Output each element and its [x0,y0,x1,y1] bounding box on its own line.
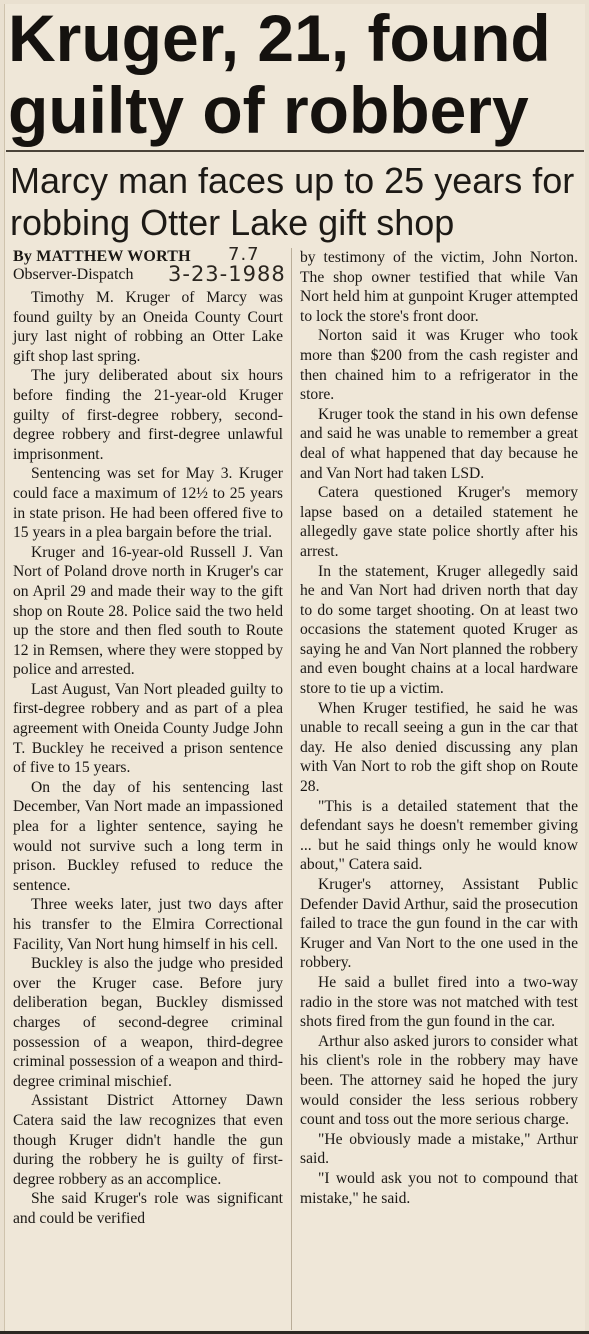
handwritten-date: 3-23-1988 [168,262,286,286]
paragraph: Norton said it was Kruger who took more than $200 from the cash register and then chained him to a refrigerator in the store. [300,327,578,404]
paragraph: On the day of his sentencing last December, Van Nort made an impassioned plea for a lighter sentence, saying he would not survive such a long term in prison. Buckley refused to reduce the sentence. [13,778,283,894]
paragraph: "This is a detailed statement that the defendant says he doesn't remember giving ... but he said things only he would know about," Catera said. [300,797,578,874]
paragraph: Buckley is also the judge who presided over the Kruger case. Before jury deliberation began, Buckley dismissed charges of second-degree criminal possession of a weapon, third-degree criminal possession of a weapon and third-degree criminal mischief. [13,955,283,1090]
article-column-right [300,248,578,1208]
paragraph: The jury deliberated about six hours before finding the 21-year-old Kruger guilty of first-degree robbery, second-degree robbery and first-degree unlawful imprisonment. [13,367,283,463]
paragraph: Catera questioned Kruger's memory lapse based on a detailed statement he allegedly gave state police shortly after his arrest. [300,484,578,560]
paragraph: In the statement, Kruger allegedly said he and Van Nort had driven north that day to do some target shooting. On at least two occasions the statement quoted Kruger as saying he and Van Nort planned the robbery and even bought chains at a local hardware store to tie up a victim. [300,562,578,698]
paragraph: Kruger took the stand in his own defense and said he was unable to remember a great deal of what happened that day because he and Van Nort had taken LSD. [300,405,578,482]
paragraph: Kruger's attorney, Assistant Public Defender David Arthur, said the prosecution failed to trace the gun found in the car with Kruger and Van Nort to the one used in the robbery. [300,876,578,972]
paragraph: Last August, Van Nort pleaded guilty to first-degree robbery and as part of a plea agreement with Oneida County Judge John T. Buckley he received a prison sentence of five to 15 years. [13,680,283,777]
paragraph: Timothy M. Kruger of Marcy was found guilty by an Oneida County Court jury last night of robbing an Otter Lake gift shop last spring. [13,289,283,365]
paragraph: When Kruger testified, he said he was unable to recall seeing a gun in the car that day. He also denied discussing any plan with Van Nort to rob the gift shop on Route 28. [300,699,578,796]
column-divider [291,248,292,1330]
subheadline: Marcy man faces up to 25 years for robbing Otter Lake gift shop [10,160,575,243]
headline-rule [6,150,584,152]
paragraph: Kruger and 16-year-old Russell J. Van Nort of Poland drove north in Kruger's car on April 29 and made their way to the gift shop on Route 28. Police said the two held up the store and then fled south to Route 12 in Remsen, where they were stopped by police and arrested. [13,543,283,679]
paragraph: He said a bullet fired into a two-way radio in the store was not matched with test shots fired from the gun found in the car. [300,973,578,1031]
headline: Kruger, 21, found guilty of robbery [8,1,551,147]
paragraph: "He obviously made a mistake," Arthur said. [300,1130,578,1168]
paragraph: Three weeks later, just two days after his transfer to the Elmira Correctional Facility, Van Nort hung himself in his cell. [13,896,283,953]
handwritten-mark: 7.7 [228,244,260,265]
paragraph: She said Kruger's role was significant and could be verified [13,1190,283,1227]
paragraph: "I would ask you not to compound that mistake," he said. [300,1169,578,1207]
byline-author: By MATTHEW WORTH [13,248,191,265]
paragraph: Assistant District Attorney Dawn Catera said the law recognizes that even though Kruger didn't handle the gun during the robbery he is guilty of first-degree robbery as an accomplice. [13,1092,283,1188]
byline-organization: Observer-Dispatch [13,266,134,283]
paragraph: Arthur also asked jurors to consider what his client's role in the robbery may have been. The attorney said he hoped the jury would consider the less serious robbery count and toss out the more serious charge. [300,1032,578,1129]
paragraph: by testimony of the victim, John Norton. The shop owner testified that while Van Nort held him at gunpoint Kruger attempted to lock the store's front door. [300,249,578,325]
paragraph: Sentencing was set for May 3. Kruger could face a maximum of 12½ to 25 years in state prison. He had been offered five to 15 years in a plea bargain before the trial. [13,465,283,542]
article-column-left [13,288,283,1229]
